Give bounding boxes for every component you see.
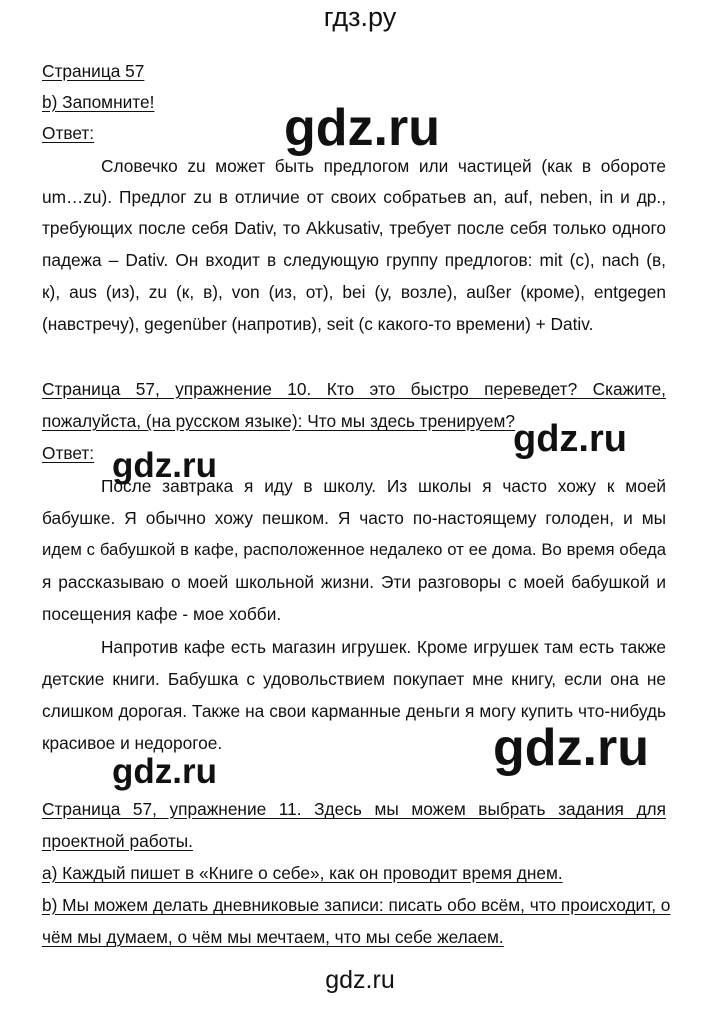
list-item-a: a) Каждый пишет в «Книге о себе», как он проводит время днем. (42, 863, 563, 883)
watermark: gdz.ru (112, 446, 217, 485)
watermark: gdz.ru (112, 752, 217, 791)
exercise-heading: проектной работы. (42, 831, 193, 851)
exercise-heading: пожалуйста, (на русском языке): Что мы здесь тренируем? (42, 411, 515, 431)
text-line: бабушке. Я обычно хожу пешком. Я часто по-настоящему голоден, и мы (42, 508, 666, 528)
text-line: я рассказываю о моей школьной жизни. Эти разговоры с моей бабушкой и (42, 572, 666, 592)
watermark: gdz.ru (284, 99, 440, 157)
text-line: um…zu). Предлог zu в отличие от своих собратьев an, auf, neben, in и др., (42, 187, 666, 207)
text-line: красивое и недорогое. (42, 733, 223, 753)
text-line: После завтрака я иду в школу. Из школы я часто хожу к моей (101, 476, 666, 496)
text-line: детские книги. Бабушка с удовольствием покупает мне книгу, если она не (42, 669, 666, 689)
text-line: требующих после себя Dativ, то Akkusativ, требует после себя только одного (42, 218, 666, 238)
text-line: слишком дорогая. Также на свои карманные деньги я могу купить что-нибудь (42, 701, 666, 721)
exercise-heading: Страница 57, упражнение 10. Кто это быстро переведет? Скажите, (42, 379, 666, 399)
text-line: Словечко zu может быть предлогом или частицей (как в обороте (101, 156, 666, 176)
watermark: gdz.ru (493, 719, 649, 777)
text-line: (навстречу), gegenüber (напротив), seit (с какого-то времени) + Dativ. (42, 314, 594, 334)
site-header: гдз.ру (323, 2, 397, 32)
text-line: Напротив кафе есть магазин игрушек. Кроме игрушек там есть также (101, 637, 666, 657)
task-title: b) Запомните! (42, 92, 155, 112)
text-line: идем с бабушкой в кафе, расположенное недалеко от ее дома. Во время обеда (42, 540, 666, 559)
list-item-b: чём мы думаем, о чём мы мечтаем, что мы себе желаем. (42, 927, 504, 947)
list-item-b: b) Мы можем делать дневниковые записи: писать обо всём, что происходит, о (42, 895, 671, 915)
site-footer: gdz.ru (325, 966, 395, 994)
page-reference: Страница 57 (42, 61, 145, 81)
text-line: посещения кафе - мое хобби. (42, 604, 282, 624)
text-line: к), aus (из), zu (к, в), von (из, от), bei (у, возле), außer (кроме), entgegen (42, 282, 666, 302)
text-line: падежа – Dativ. Он входит в следующую группу предлогов: mit (с), nach (в, (42, 250, 666, 270)
exercise-heading: Страница 57, упражнение 11. Здесь мы можем выбрать задания для (42, 799, 666, 819)
watermark: gdz.ru (513, 418, 627, 460)
answer-label: Ответ: (42, 443, 95, 463)
answer-label: Ответ: (42, 123, 95, 143)
